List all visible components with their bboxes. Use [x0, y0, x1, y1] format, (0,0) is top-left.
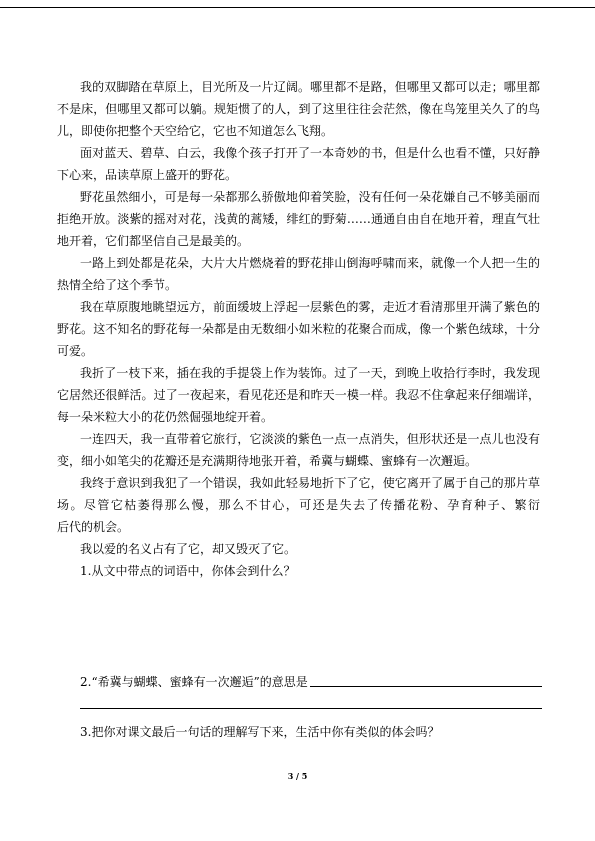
page-number: 3 / 5 — [287, 771, 308, 781]
passage-line: 面对蓝天、碧草、白云，我像个孩子打开了一本奇妙的书，但是什么也看不懂，只好静 — [80, 146, 540, 160]
paragraph-8 — [57, 472, 540, 538]
question-2 — [80, 671, 542, 693]
passage-line: 我在草原腹地眺望远方，前面缓坡上浮起一层紫色的雾，走近才看清那里开满了紫色的 — [80, 300, 540, 314]
passage-line: 一连四天，我一直带着它旅行，它淡淡的紫色一点一点消失，但形状还是一点儿也没有 — [80, 432, 540, 446]
passage-line: 每一朵米粒大小的花仍然倔强地绽开着。 — [57, 410, 274, 424]
paragraph-4 — [57, 252, 540, 296]
paragraph-2 — [57, 142, 540, 186]
passage-line: 一路上到处都是花朵，大片大片燃烧着的野花排山倒海呼啸而来，就像一个人把一生的 — [80, 256, 540, 270]
paragraph-9 — [57, 538, 540, 560]
passage-line: 它居然还很鲜活。过了一夜起来，看见花还是和昨天一模一样。我忍不住拿起来仔细端详， — [57, 388, 540, 402]
question-2-text: 2.“希冀与蝴蝶、蜜蜂有一次邂逅”的意思是 — [80, 675, 308, 689]
answer-blank-line — [80, 708, 542, 709]
question-3: 3.把你对课文最后一句话的理解写下来，生活中你有类似的体会吗？ — [80, 725, 440, 739]
passage-line: 拒绝开放。淡紫的摇对对花，浅黄的蒿矮，绯红的野菊……通通自由自在地开着，理直气壮 — [57, 212, 540, 226]
passage-line: 下心来，品读草原上盛开的野花。 — [57, 168, 238, 182]
top-rule — [0, 7, 595, 8]
passage-line: 变，细小如笔尖的花瓣还是充满期待地张开着，希冀与蝴蝶、蜜蜂有一次邂逅。 — [57, 454, 478, 468]
passage-line: 我折了一枝下来，插在我的手提袋上作为装饰。过了一天，到晚上收拾行李时，我发现 — [80, 366, 540, 380]
passage-line: 野花虽然细小，可是每一朵都那么骄傲地仰着笑脸，没有任何一朵花嫌自己不够美丽而 — [80, 190, 540, 204]
passage-line: 我以爱的名义占有了它，却又毁灭了它。 — [80, 542, 297, 556]
paragraph-3 — [57, 186, 540, 252]
paragraph-6 — [57, 362, 540, 428]
passage-line: 地开着，它们都坚信自己是最美的。 — [57, 234, 250, 248]
paragraph-5 — [57, 296, 540, 362]
question-1: 1.从文中带点的词语中，你体会到什么？ — [80, 564, 296, 578]
paragraph-7 — [57, 428, 540, 472]
passage — [57, 76, 540, 582]
passage-line: 野花。这不知名的野花每一朵都是由无数细小如米粒的花聚合而成，像一个紫色绒球，十分 — [57, 322, 540, 336]
paragraph-1 — [57, 76, 540, 142]
answer-blank-line — [310, 671, 542, 687]
passage-line: 后代的机会。 — [57, 520, 130, 534]
passage-line: 可爱。 — [57, 344, 94, 358]
passage-line: 儿，即使你把整个天空给它，它也不知道怎么飞翔。 — [57, 124, 334, 138]
passage-line: 场。尽管它枯萎得那么慢，那么不甘心，可还是失去了传播花粉、孕育种子、繁衍 — [57, 498, 540, 512]
passage-line: 我的双脚踏在草原上，目光所及一片辽阔。哪里都不是路，但哪里又都可以走；哪里都 — [80, 80, 540, 94]
passage-line: 热情全给了这个季节。 — [57, 278, 178, 292]
passage-line: 我终于意识到我犯了一个错误，我如此轻易地折下了它，使它离开了属于自己的那片草 — [80, 476, 540, 490]
passage-line: 不是床，但哪里又都可以躺。规矩惯了的人，到了这里往往会茫然，像在鸟笼里关久了的鸟 — [57, 102, 540, 116]
